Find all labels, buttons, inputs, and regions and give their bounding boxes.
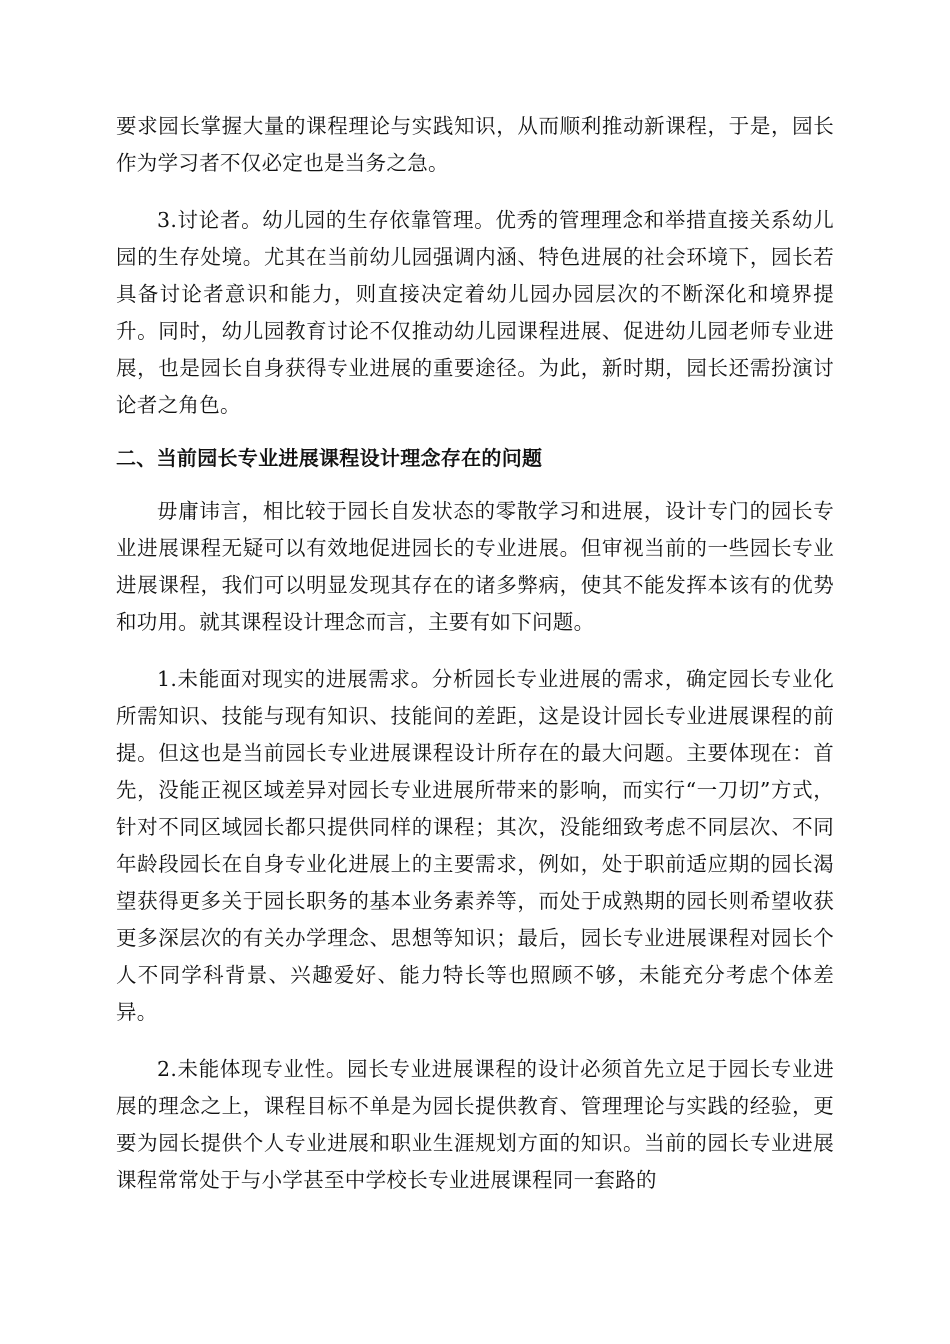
paragraph-gap — [116, 424, 834, 440]
paragraph-issue-2: 2.未能体现专业性。园长专业进展课程的设计必须首先立足于园长专业进展的理念之上，课程目标不单是为园长提供教育、管理理论与实践的经验，更要为园长提供个人专业进展和职业生涯规划方面的知识。当前的园长专业进展课程常常处于与小学甚至中学校长专业进展课程同一套路的 — [116, 1057, 834, 1192]
paragraph-issue-1: 1.未能面对现实的进展需求。分析园长专业进展的需求，确定园长专业化所需知识、技能与现有知识、技能间的差距，这是设计园长专业进展课程的前提。但这也是当前园长专业进展课程设计所存在的最大问题。主要体现在：首先，没能正视区域差异对园长专业进展所带来的影响，而实行“一刀切”方式，针对不同区域园长都只提供同样的课程；其次，没能细致考虑不同层次、不同年龄段园长在自身专业化进展上的主要需求，例如，处于职前适应期的园长渴望获得更多关于园长职务的基本业务素养等，而处于成熟期的园长则希望收获更多深层次的有关办学理念、思想等知识；最后，园长专业进展课程对园长个人不同学科背景、兴趣爱好、能力特长等也照顾不够，未能充分考虑个体差异。 — [116, 667, 834, 1024]
paragraph-gap — [116, 641, 834, 661]
document-page — [116, 108, 834, 1199]
paragraph-gap — [116, 1031, 834, 1051]
paragraph-gap — [116, 182, 834, 202]
paragraph-continuation: 要求园长掌握大量的课程理论与实践知识，从而顺利推动新课程，于是，园长作为学习者不仅必定也是当务之急。 — [116, 114, 834, 175]
section-heading: 二、当前园长专业进展课程设计理念存在的问题 — [116, 446, 543, 470]
paragraph-discussant: 3.讨论者。幼儿园的生存依靠管理。优秀的管理理念和举措直接关系幼儿园的生存处境。尤其在当前幼儿园强调内涵、特色进展的社会环境下，园长若具备讨论者意识和能力，则直接决定着幼儿园办园层次的不断深化和境界提升。同时，幼儿园教育讨论不仅推动幼儿园课程进展、促进幼儿园老师专业进展，也是园长自身获得专业进展的重要途径。为此，新时期，园长还需扮演讨论者之角色。 — [116, 208, 834, 417]
paragraph-intro: 毋庸讳言，相比较于园长自发状态的零散学习和进展，设计专门的园长专业进展课程无疑可以有效地促进园长的专业进展。但审视当前的一些园长专业进展课程，我们可以明显发现其存在的诸多弊病，使其不能发挥本该有的优势和功用。就其课程设计理念而言，主要有如下问题。 — [116, 499, 834, 634]
paragraph-gap — [116, 477, 834, 493]
